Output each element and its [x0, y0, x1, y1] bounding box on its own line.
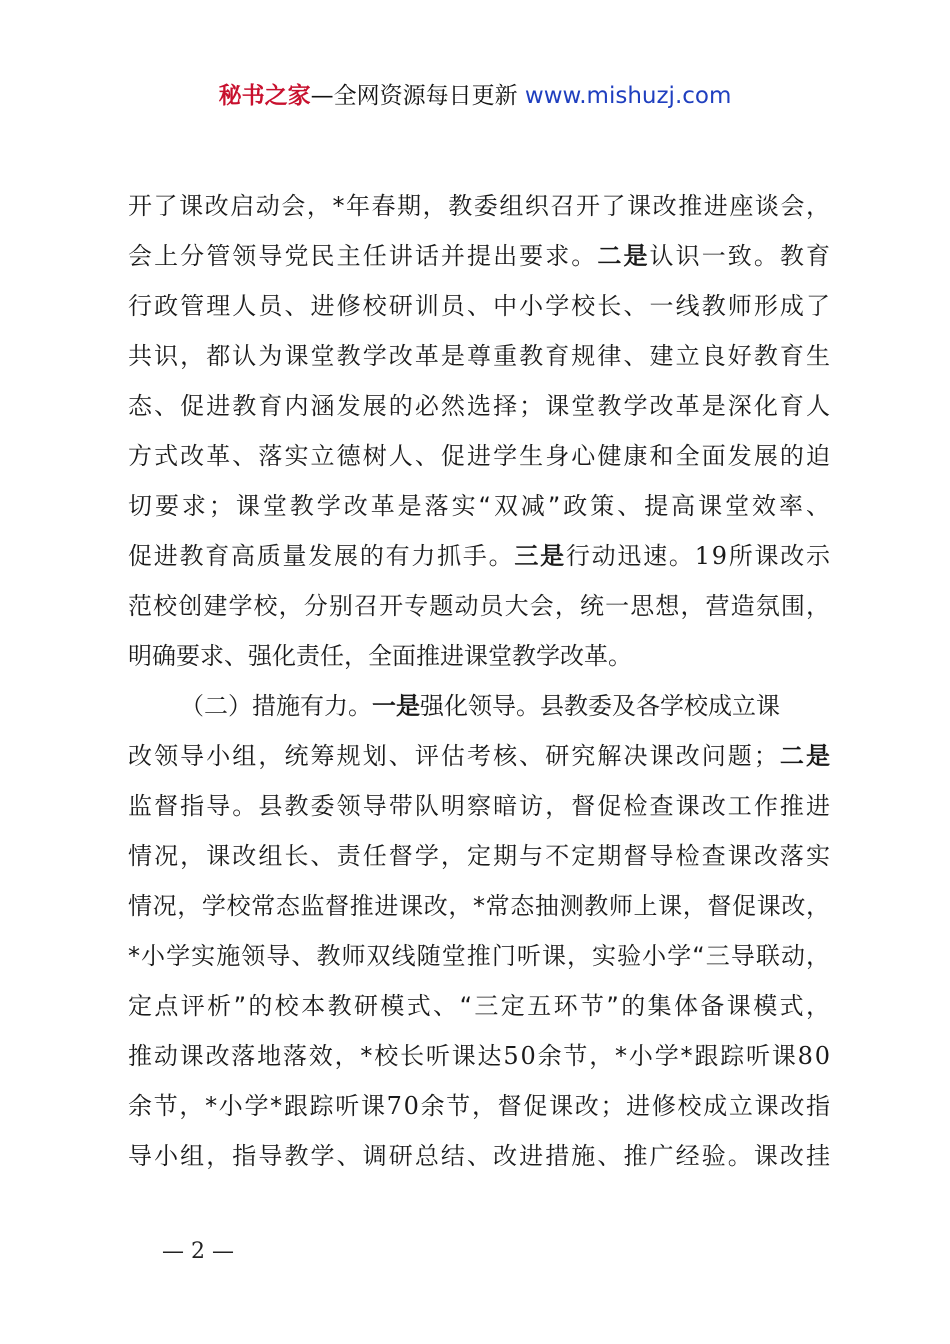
text-run: 推动课改落地落效，*校长听课达 [128, 1042, 504, 1070]
bold-marker: 一是 [372, 692, 420, 720]
text-line [128, 881, 830, 931]
text-line [128, 381, 833, 431]
text-line [128, 731, 833, 781]
text-line [128, 181, 830, 231]
text-line [128, 281, 833, 331]
text-line [128, 681, 830, 731]
text-line [128, 581, 830, 631]
text-segment [128, 531, 832, 581]
text-segment: 明确要求、强化责任，全面推进课堂教学改革。 [128, 642, 632, 670]
number-run: 50 [503, 1042, 538, 1070]
text-run: 改领导小组，统筹规划、评估考核、研究解决课改问题； [128, 742, 780, 770]
bold-marker: 三是 [514, 542, 566, 570]
text-line [128, 531, 830, 581]
text-line [128, 631, 830, 681]
text-run: 认识一致。教育 [649, 242, 833, 270]
text-segment [128, 231, 832, 281]
text-line [128, 431, 833, 481]
header-slogan: —全网资源每日更新 [310, 83, 518, 109]
text-run: 余节，*小学*跟踪听课 [128, 1092, 387, 1120]
text-segment: 行政管理人员、进修校研训员、中小学校长、一线教师形成了 [128, 292, 833, 320]
number-run: 19 [694, 542, 729, 570]
text-line [128, 1081, 830, 1131]
text-segment: 方式改革、落实立德树人、促进学生身心健康和全面发展的迫 [128, 442, 833, 470]
number-run: 80 [797, 1042, 832, 1070]
text-run: （二）措施有力。 [180, 692, 372, 720]
header-brand: 秘书之家 [218, 83, 311, 109]
document-body [128, 181, 833, 1181]
text-segment [128, 1081, 832, 1131]
text-segment: 情况，学校常态监督推进课改，*常态抽测教师上课，督促课改， [128, 892, 831, 920]
text-line [128, 781, 833, 831]
text-run: 促进教育高质量发展的有力抓手。 [128, 542, 515, 570]
text-line [128, 1031, 830, 1081]
bold-marker: 二是 [597, 242, 650, 270]
text-segment: 开了课改启动会，*年春期，教委组织召开了课改推进座谈会， [128, 192, 832, 220]
text-line [128, 831, 833, 881]
text-run: 行动迅速。 [565, 542, 695, 570]
text-segment [128, 1031, 832, 1081]
number-run: 70 [386, 1092, 421, 1120]
text-line [128, 331, 833, 381]
page-number: — 2 — [162, 1239, 234, 1264]
text-segment: 切要求；课堂教学改革是落实“双减”政策、提高课堂效率、 [128, 492, 833, 520]
text-segment: *小学实施领导、教师双线随堂推门听课，实验小学“三导联动， [128, 942, 832, 970]
text-segment: 共识，都认为课堂教学改革是尊重教育规律、建立良好教育生 [128, 342, 833, 370]
text-segment: 情况，课改组长、责任督学，定期与不定期督导检查课改落实 [128, 842, 833, 870]
text-run: 会上分管领导党民主任讲话并提出要求。 [128, 242, 598, 270]
text-run: 所课改示 [728, 542, 832, 570]
bold-marker: 二是 [779, 742, 833, 770]
text-run: 余节，*小学*跟踪听课 [537, 1042, 798, 1070]
text-segment [128, 731, 832, 781]
text-run: 余节，督促课改；进修校成立课改指 [420, 1092, 832, 1120]
text-segment: 态、促进教育内涵发展的必然选择；课堂教学改革是深化育人 [128, 392, 833, 420]
text-line [128, 481, 833, 531]
text-line [128, 231, 833, 281]
text-line [128, 981, 833, 1031]
text-segment: 监督指导。县教委领导带队明察暗访，督促检查课改工作推进 [128, 792, 833, 820]
text-run: 强化领导。县教委及各学校成立课 [420, 692, 780, 720]
header-url-link[interactable]: www.mishuzj.com [524, 83, 732, 109]
site-header [0, 79, 950, 113]
text-line [128, 931, 830, 981]
text-segment [180, 681, 780, 731]
text-segment: 导小组，指导教学、调研总结、改进措施、推广经验。课改挂 [128, 1142, 833, 1170]
text-line [128, 1131, 833, 1181]
text-segment: 范校创建学校，分别召开专题动员大会，统一思想，营造氛围， [128, 592, 832, 620]
text-segment: 定点评析”的校本教研模式、“三定五环节”的集体备课模式， [128, 992, 833, 1020]
